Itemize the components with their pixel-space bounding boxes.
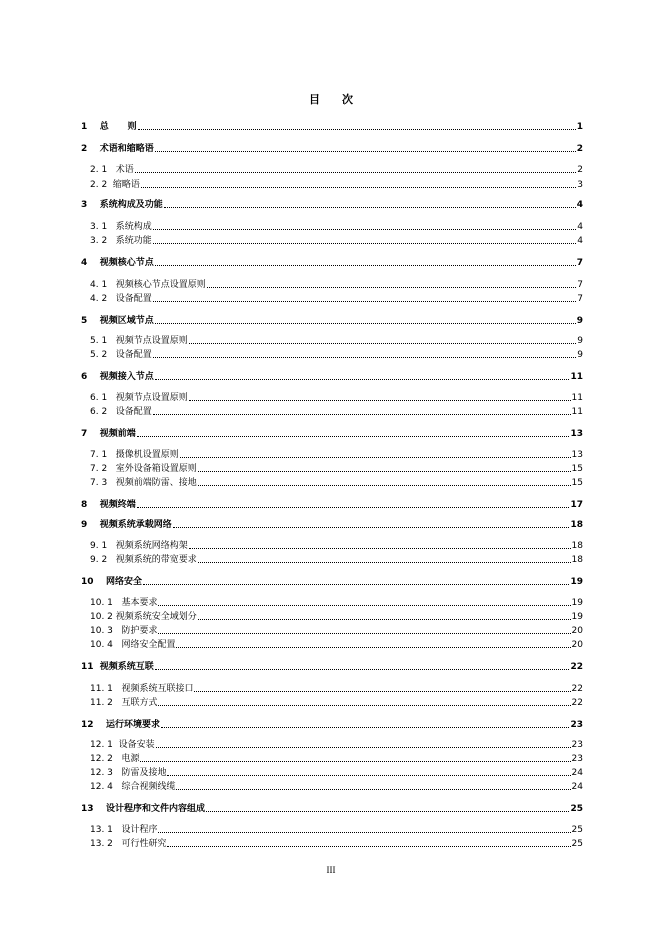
toc-entry-label: 12. 4 综合视频线缆	[90, 782, 176, 792]
page-number: III	[326, 865, 336, 875]
toc-entry-label: 13 设计程序和文件内容组成	[81, 804, 206, 814]
toc-chapter-entry[interactable]	[81, 140, 583, 154]
toc-entry-page: 24	[571, 768, 583, 778]
toc-leader-dots	[173, 527, 570, 528]
toc-section-entry[interactable]	[90, 389, 583, 403]
toc-leader-dots	[143, 584, 569, 585]
toc-leader-dots	[137, 436, 570, 437]
toc-chapter-entry[interactable]	[81, 312, 583, 326]
toc-chapter-entry[interactable]	[81, 716, 583, 730]
toc-chapter-entry[interactable]	[81, 496, 583, 510]
toc-leader-dots	[176, 789, 570, 790]
toc-entry-label: 10. 3 防护要求	[90, 626, 158, 636]
toc-entry-page: 24	[571, 782, 583, 792]
toc-entry-page: 19	[571, 598, 583, 608]
toc-entry-page: 18	[571, 555, 583, 565]
toc-entry-label: 10. 4 网络安全配置	[90, 640, 176, 650]
toc-leader-dots	[153, 229, 576, 230]
toc-entry-page: 22	[570, 662, 583, 672]
toc-entry-label: 4. 1 视频核心节点设置原则	[90, 280, 206, 290]
toc-entry-page: 11	[571, 407, 583, 417]
toc-leader-dots	[198, 619, 571, 620]
toc-section-entry[interactable]	[90, 232, 583, 246]
toc-entry-label: 13. 1 设计程序	[90, 825, 158, 835]
toc-leader-dots	[198, 485, 571, 486]
toc-entry-page: 19	[570, 577, 583, 587]
toc-entry-label: 7. 1 摄像机设置原则	[90, 450, 179, 460]
toc-section-entry[interactable]	[90, 446, 583, 460]
toc-leader-dots	[180, 457, 571, 458]
toc-entry-label: 10. 2 视频系统安全域划分	[90, 612, 197, 622]
toc-entry-label: 3 系统构成及功能	[81, 200, 163, 210]
toc-section-entry[interactable]	[90, 608, 583, 622]
toc-entry-page: 9	[576, 316, 583, 326]
toc-entry-page: 9	[577, 350, 583, 360]
toc-leader-dots	[198, 562, 571, 563]
toc-entry-page: 2	[577, 165, 583, 175]
toc-entry-page: 7	[577, 280, 583, 290]
toc-entry-label: 5. 1 视频节点设置原则	[90, 336, 188, 346]
toc-leader-dots	[153, 301, 576, 302]
toc-leader-dots	[138, 129, 576, 130]
toc-entry-label: 9. 1 视频系统网络构架	[90, 541, 188, 551]
toc-entry-label: 12. 3 防雷及接地	[90, 768, 167, 778]
toc-entry-page: 23	[571, 754, 583, 764]
toc-entry-page: 7	[577, 294, 583, 304]
toc-chapter-entry[interactable]	[81, 658, 583, 672]
toc-chapter-entry[interactable]	[81, 516, 583, 530]
toc-entry-page: 22	[571, 684, 583, 694]
toc-section-entry[interactable]	[90, 460, 583, 474]
toc-chapter-entry[interactable]	[81, 425, 583, 439]
toc-chapter-entry[interactable]	[81, 573, 583, 587]
toc-leader-dots	[156, 747, 571, 748]
toc-section-entry[interactable]	[90, 736, 583, 750]
toc-entry-page: 13	[571, 450, 583, 460]
toc-leader-dots	[137, 507, 570, 508]
toc-leader-dots	[158, 605, 570, 606]
toc-leader-dots	[194, 691, 570, 692]
page-title-part1: 目	[309, 93, 320, 106]
toc-entry-page: 25	[570, 804, 583, 814]
toc-entry-page: 9	[577, 336, 583, 346]
toc-section-entry[interactable]	[90, 764, 583, 778]
toc-leader-dots	[176, 647, 570, 648]
toc-entry-page: 20	[571, 640, 583, 650]
toc-section-entry[interactable]	[90, 176, 583, 190]
toc-entry-label: 10. 1 基本要求	[90, 598, 158, 608]
toc-leader-dots	[153, 414, 571, 415]
toc-entry-page: 15	[571, 464, 583, 474]
toc-entry-label: 11. 2 互联方式	[90, 698, 158, 708]
toc-leader-dots	[135, 172, 576, 173]
toc-entry-page: 25	[571, 839, 583, 849]
toc-entry-page: 20	[571, 626, 583, 636]
toc-entry-page: 2	[576, 144, 583, 154]
toc-section-entry[interactable]	[90, 636, 583, 650]
toc-chapter-entry[interactable]	[81, 196, 583, 210]
toc-entry-label: 7. 3 视频前端防雷、接地	[90, 478, 197, 488]
toc-entry-label: 4 视频核心节点	[81, 258, 154, 268]
toc-entry-page: 17	[570, 500, 583, 510]
toc-entry-label: 6. 2 设备配置	[90, 407, 152, 417]
toc-entry-page: 18	[571, 541, 583, 551]
toc-leader-dots	[167, 846, 570, 847]
toc-leader-dots	[158, 832, 570, 833]
toc-entry-page: 25	[571, 825, 583, 835]
toc-entry-label: 5. 2 设备配置	[90, 350, 152, 360]
toc-entry-label: 6 视频接入节点	[81, 372, 154, 382]
toc-chapter-entry[interactable]	[81, 368, 583, 382]
toc-section-entry[interactable]	[90, 290, 583, 304]
toc-entry-label: 11. 1 视频系统互联接口	[90, 684, 194, 694]
toc-entry-page: 4	[577, 236, 583, 246]
toc-entry-label: 13. 2 可行性研究	[90, 839, 167, 849]
toc-entry-page: 11	[571, 393, 583, 403]
toc-leader-dots	[189, 548, 571, 549]
toc-leader-dots	[167, 775, 570, 776]
toc-section-entry[interactable]	[90, 474, 583, 488]
toc-entry-label: 9 视频系统承载网络	[81, 520, 172, 530]
toc-leader-dots	[153, 243, 576, 244]
toc-section-entry[interactable]	[90, 403, 583, 417]
toc-chapter-entry[interactable]	[81, 800, 583, 814]
toc-section-entry[interactable]	[90, 778, 583, 792]
toc-section-entry[interactable]	[90, 835, 583, 849]
toc-leader-dots	[155, 323, 576, 324]
toc-entry-page: 18	[570, 520, 583, 530]
toc-section-entry[interactable]	[90, 694, 583, 708]
toc-entry-page: 3	[577, 180, 583, 190]
toc-entry-label: 12. 2 电源	[90, 754, 140, 764]
toc-entry-page: 4	[577, 222, 583, 232]
toc-leader-dots	[189, 400, 571, 401]
toc-entry-label: 2 术语和缩略语	[81, 144, 154, 154]
toc-section-entry[interactable]	[90, 551, 583, 565]
toc-section-entry[interactable]	[90, 218, 583, 232]
toc-entry-page: 22	[571, 698, 583, 708]
toc-leader-dots	[155, 151, 576, 152]
toc-section-entry[interactable]	[90, 821, 583, 835]
toc-entry-label: 6. 1 视频节点设置原则	[90, 393, 188, 403]
toc-entry-label: 7. 2 室外设备箱设置原则	[90, 464, 197, 474]
toc-chapter-entry[interactable]	[81, 254, 583, 268]
toc-leader-dots	[153, 357, 576, 358]
toc-entry-label: 8 视频终端	[81, 500, 136, 510]
toc-entry-label: 4. 2 设备配置	[90, 294, 152, 304]
toc-section-entry[interactable]	[90, 276, 583, 290]
toc-chapter-entry[interactable]	[81, 118, 583, 132]
toc-leader-dots	[198, 471, 571, 472]
toc-leader-dots	[155, 379, 570, 380]
toc-entry-label: 10 网络安全	[81, 577, 143, 587]
toc-entry-page: 15	[571, 478, 583, 488]
toc-entry-page: 11	[570, 372, 583, 382]
toc-entry-label: 11 视频系统互联	[81, 662, 154, 672]
toc-leader-dots	[164, 207, 576, 208]
toc-entry-page: 7	[576, 258, 583, 268]
toc-leader-dots	[207, 287, 576, 288]
toc-leader-dots	[189, 343, 576, 344]
toc-entry-page: 19	[571, 612, 583, 622]
page-title	[0, 91, 662, 107]
toc-entry-page: 23	[570, 720, 583, 730]
toc-section-entry[interactable]	[90, 594, 583, 608]
toc-entry-label: 2. 2 缩略语	[90, 180, 140, 190]
toc-section-entry[interactable]	[90, 537, 583, 551]
toc-leader-dots	[158, 705, 570, 706]
toc-entry-page: 23	[571, 740, 583, 750]
toc-leader-dots	[206, 811, 569, 812]
toc-entry-label: 5 视频区域节点	[81, 316, 154, 326]
toc-section-entry[interactable]	[90, 161, 583, 175]
toc-section-entry[interactable]	[90, 332, 583, 346]
toc-section-entry[interactable]	[90, 680, 583, 694]
toc-entry-label: 9. 2 视频系统的带宽要求	[90, 555, 197, 565]
toc-entry-label: 12 运行环境要求	[81, 720, 161, 730]
toc-entry-label: 3. 1 系统构成	[90, 222, 152, 232]
toc-entry-label: 3. 2 系统功能	[90, 236, 152, 246]
toc-section-entry[interactable]	[90, 346, 583, 360]
toc-leader-dots	[141, 187, 576, 188]
toc-section-entry[interactable]	[90, 750, 583, 764]
toc-entry-label: 1 总 则	[81, 122, 137, 132]
toc-entry-label: 2. 1 术语	[90, 165, 134, 175]
page-title-part2: 次	[342, 93, 353, 106]
toc-leader-dots	[155, 265, 576, 266]
toc-leader-dots	[161, 727, 569, 728]
toc-entry-page: 1	[576, 122, 583, 132]
toc-entry-label: 7 视频前端	[81, 429, 136, 439]
toc-leader-dots	[140, 761, 570, 762]
toc-section-entry[interactable]	[90, 622, 583, 636]
toc-entry-label: 12. 1 设备安装	[90, 740, 155, 750]
toc-leader-dots	[158, 633, 570, 634]
toc-entry-page: 13	[570, 429, 583, 439]
toc-entry-page: 4	[576, 200, 583, 210]
toc-leader-dots	[155, 669, 570, 670]
